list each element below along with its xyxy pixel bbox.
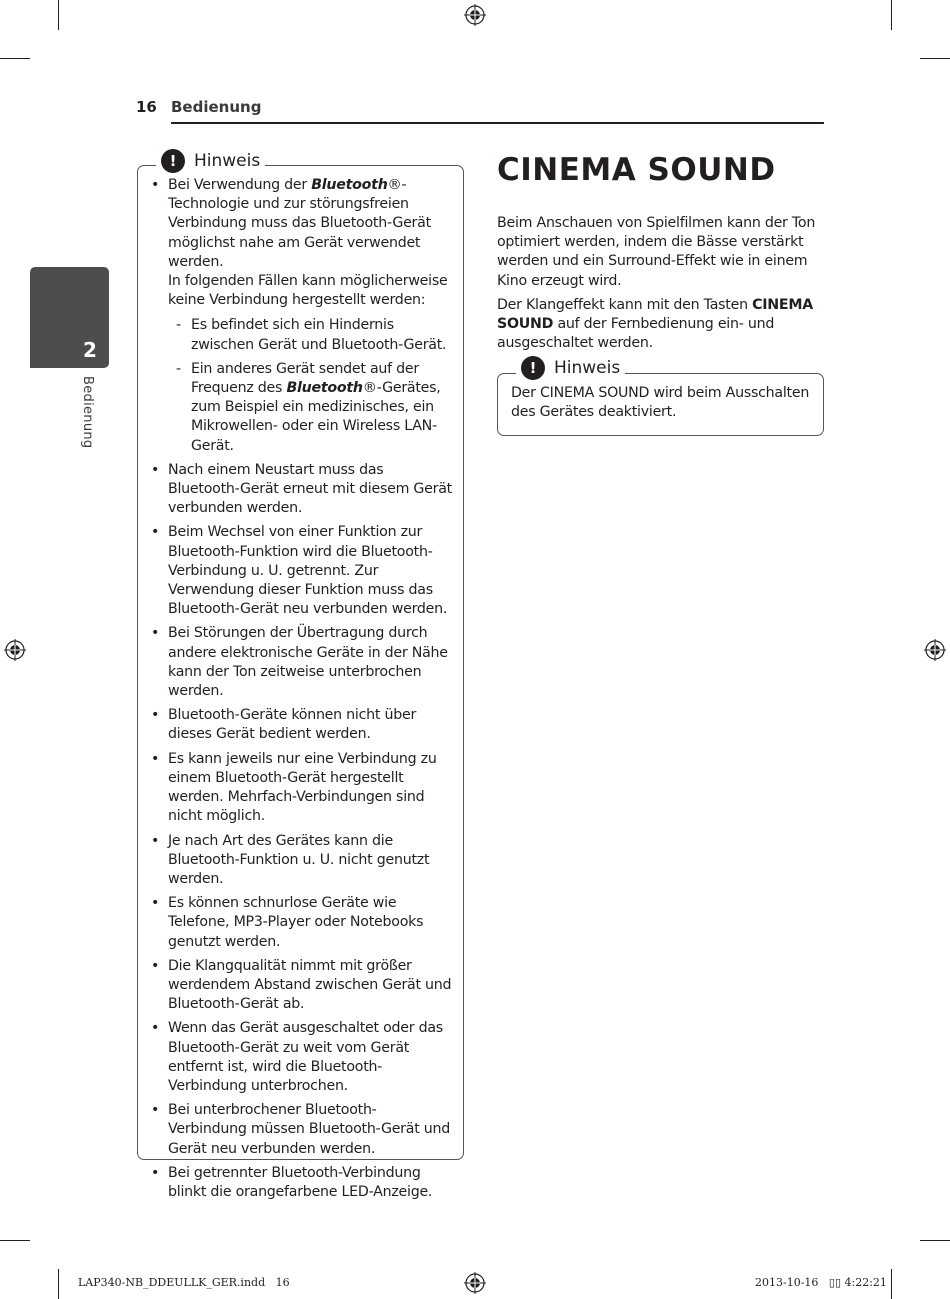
exclamation-icon: ! (161, 149, 185, 173)
note-title: Hinweis (554, 358, 621, 378)
footer-file-info: LAP340-NB_DDEULLK_GER.indd 16 (78, 1276, 290, 1289)
registration-mark-icon (464, 4, 486, 26)
registration-mark-icon (4, 639, 26, 661)
list-item: • Es können schnurlose Geräte wie Telefone, MP3-Player oder Notebooks genutzt werden. (149, 894, 453, 952)
list-item: • Bluetooth-Geräte können nicht über dieses Gerät bedient werden. (149, 706, 453, 744)
sub-list-item: - Es befindet sich ein Hindernis zwischen Gerät und Bluetooth-Gerät. (168, 316, 453, 354)
list-item: • Je nach Art des Gerätes kann die Bluetooth-Funktion u. U. nicht genutzt werden. (149, 832, 453, 890)
sub-list (168, 316, 453, 455)
list-item: • Die Klangqualität nimmt mit größer werdendem Abstand zwischen Gerät und Bluetooth-Gerät ab. (149, 957, 453, 1015)
note-list (149, 176, 453, 1207)
note-text: Der CINEMA SOUND wird beim Ausschalten des Gerätes deaktiviert. (511, 385, 810, 421)
section-title: Bedienung (171, 98, 262, 116)
crop-mark (891, 1269, 892, 1299)
crop-mark (58, 0, 59, 30)
list-item: • Wenn das Gerät ausgeschaltet oder das Bluetooth-Gerät zu weit vom Gerät entfernt ist, wird die Bluetooth-Verbindung unterbrochen. (149, 1019, 453, 1096)
list-item: • Bei unterbrochener Bluetooth-Verbindung müssen Bluetooth-Gerät und Gerät neu verbunden werden. (149, 1101, 453, 1159)
registration-mark-icon (464, 1272, 486, 1294)
crop-mark (0, 58, 30, 59)
chapter-number: 2 (83, 338, 97, 362)
paragraph: Der Klangeffekt kann mit den Tasten CINEMA SOUND auf der Fernbedienung ein- und ausgeschaltet werden. (497, 297, 813, 352)
note-title: Hinweis (194, 151, 261, 171)
paragraph: Beim Anschauen von Spielfilmen kann der Ton optimiert werden, indem die Bässe verstärkt werden und ein Surround-Effekt wie in einem Kino erzeugt wird. (497, 215, 816, 289)
list-item: • Es kann jeweils nur eine Verbindung zu einem Bluetooth-Gerät hergestellt werden. Mehrfach-Verbindungen sind nicht möglich. (149, 750, 453, 827)
section-heading: CINEMA SOUND (497, 152, 776, 188)
note-header (516, 356, 625, 380)
exclamation-icon: ! (521, 356, 545, 380)
footer-timestamp: 2013-10-16 ▯▯ 4:22:21 (755, 1276, 887, 1289)
crop-mark (0, 1240, 30, 1241)
crop-mark (58, 1269, 59, 1299)
page-number: 16 (136, 98, 157, 116)
list-item: • Bei Verwendung der Bluetooth®-Technologie und zur störungsfreien Verbindung muss das Bluetooth-Gerät möglichst nahe am Gerät verwendet werden. In folgenden Fällen kann möglicherweise keine Verbindung hergestellt werden: - Es befindet sich ein Hindernis zwischen Gerät und Bluetooth-Gerät. - Ein anderes Gerät sendet auf der Frequenz des Bluetooth®-Gerätes, zum Beispiel ein medizinisches, ein Mikrowellen- oder ein Wireless LAN-Gerät. (149, 176, 453, 456)
list-item: • Nach einem Neustart muss das Bluetooth-Gerät erneut mit diesem Gerät verbunden werden. (149, 461, 453, 519)
sub-list-item: - Ein anderes Gerät sendet auf der Frequenz des Bluetooth®-Gerätes, zum Beispiel ein medizinisches, ein Mikrowellen- oder ein Wireless LAN-Gerät. (168, 360, 453, 456)
crop-mark (920, 1240, 950, 1241)
registration-mark-icon (924, 639, 946, 661)
list-item: • Bei Störungen der Übertragung durch andere elektronische Geräte in der Nähe kann der Ton zeitweise unterbrochen werden. (149, 624, 453, 701)
crop-mark (891, 0, 892, 30)
note-header (156, 149, 265, 173)
list-item: • Bei getrennter Bluetooth-Verbindung blinkt die orangefarbene LED-Anzeige. (149, 1164, 453, 1202)
chapter-label: Bedienung (80, 376, 95, 449)
chapter-tab (30, 267, 109, 368)
crop-mark (920, 58, 950, 59)
list-item: • Beim Wechsel von einer Funktion zur Bluetooth-Funktion wird die Bluetooth-Verbindung u. U. getrennt. Zur Verwendung dieser Funktion muss das Bluetooth-Gerät neu verbunden werden. (149, 523, 453, 619)
header-divider (171, 122, 824, 124)
